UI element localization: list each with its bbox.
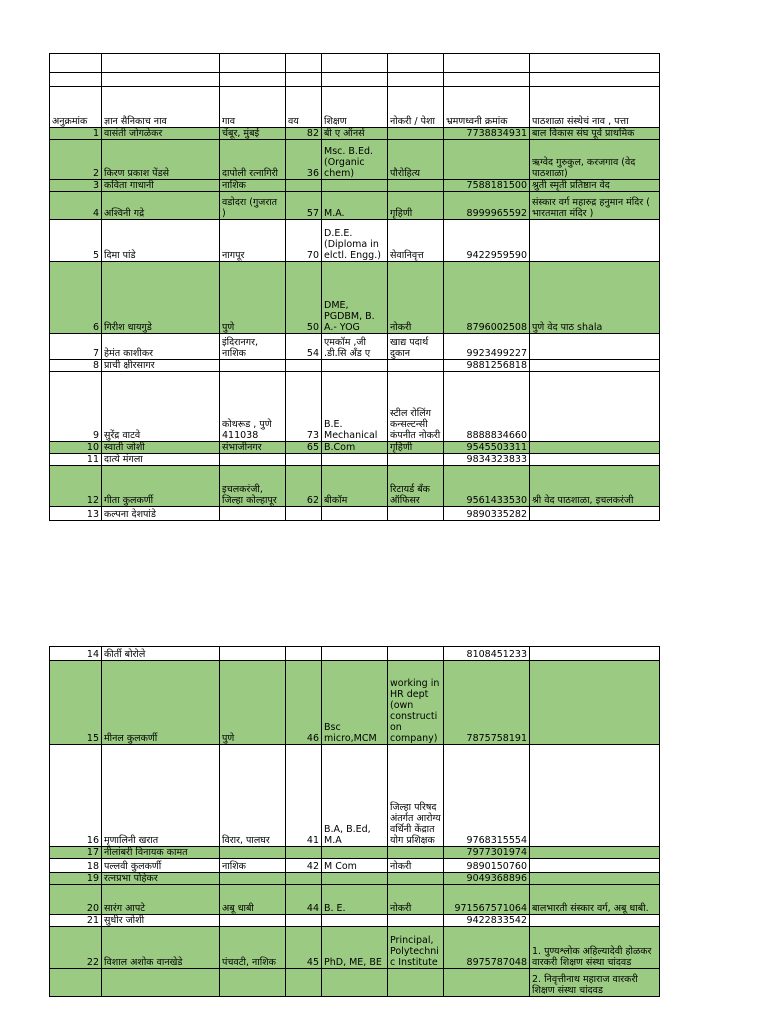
member-mobile: 9834323833 (444, 454, 530, 466)
member-sr (50, 969, 102, 997)
member-name (102, 969, 220, 997)
member-school: 2. निवृत्तीनाथ महाराज वारकरी शिक्षण संस्था चांदवड (530, 969, 660, 997)
member-education (322, 969, 388, 997)
member-age: 54 (286, 334, 322, 360)
member-village: नाशिक (220, 180, 286, 192)
member-mobile: 7738834931 (444, 128, 530, 140)
member-village: नाशिक (220, 859, 286, 873)
member-mobile (444, 140, 530, 180)
member-job: रिटायर्ड बँक ऑफिसर (388, 466, 444, 507)
member-village (220, 873, 286, 885)
member-job (388, 847, 444, 859)
member-education: D.E.E.(Diploma in elctl. Engg.) (322, 220, 388, 262)
member-age (286, 647, 322, 661)
member-village (220, 454, 286, 466)
member-mobile: 9422833542 (444, 915, 530, 927)
member-job: नोकरी (388, 262, 444, 334)
blank-row (50, 73, 660, 87)
member-age (286, 180, 322, 192)
member-mobile: 9422959590 (444, 220, 530, 262)
table-row (50, 454, 660, 466)
member-sr: 10 (50, 442, 102, 454)
member-age: 70 (286, 220, 322, 262)
member-education: PhD, ME, BE (322, 927, 388, 969)
member-name: गिरीश धायगुडे (102, 262, 220, 334)
member-mobile: 9049368896 (444, 873, 530, 885)
member-education: B. E. (322, 885, 388, 915)
member-mobile: 9545503311 (444, 442, 530, 454)
member-village: पुणे (220, 262, 286, 334)
member-job: सेवानिवृत्त (388, 220, 444, 262)
member-education (322, 873, 388, 885)
member-mobile: 9881256818 (444, 360, 530, 372)
member-sr: 13 (50, 507, 102, 521)
members-table-2 (49, 646, 660, 997)
member-school (530, 360, 660, 372)
header-row (50, 87, 660, 128)
member-name: हेमंत काशीकर (102, 334, 220, 360)
table-row (50, 372, 660, 442)
member-job: नोकरी (388, 885, 444, 915)
header-age: वय (286, 87, 322, 128)
member-mobile (444, 969, 530, 997)
member-name: कीर्ती बोरोले (102, 647, 220, 661)
member-age: 42 (286, 859, 322, 873)
member-job (388, 915, 444, 927)
member-age: 73 (286, 372, 322, 442)
member-mobile: 9561433530 (444, 466, 530, 507)
member-name: सारंग आपटे (102, 885, 220, 915)
member-village: पंचवटी, नाशिक (220, 927, 286, 969)
member-name: पल्लवी कुलकर्णी (102, 859, 220, 873)
member-job: नोकरी (388, 859, 444, 873)
member-sr: 14 (50, 647, 102, 661)
member-age: 57 (286, 192, 322, 220)
member-mobile: 8796002508 (444, 262, 530, 334)
member-village: इचलकरंजी, जिल्हा कोल्हापूर (220, 466, 286, 507)
member-education: M Com (322, 859, 388, 873)
member-education: बी ए ऑनर्स (322, 128, 388, 140)
member-sr: 19 (50, 873, 102, 885)
member-age (286, 454, 322, 466)
member-age: 41 (286, 745, 322, 847)
member-name: सुधीर जोशी (102, 915, 220, 927)
member-village: कोथरूड , पुणे 411038 (220, 372, 286, 442)
table-row (50, 360, 660, 372)
member-sr: 18 (50, 859, 102, 873)
member-village (220, 969, 286, 997)
member-mobile: 8108451233 (444, 647, 530, 661)
table-row (50, 969, 660, 997)
member-mobile: 9923499227 (444, 334, 530, 360)
member-school: बालभारती संस्कार वर्ग, अबू धाबी. (530, 885, 660, 915)
table-row (50, 873, 660, 885)
member-mobile: 971567571064 (444, 885, 530, 915)
member-village: पुणे (220, 661, 286, 745)
members-table-1 (49, 53, 660, 521)
member-job: Principal, Polytechnic Institute (388, 927, 444, 969)
member-name: दात्ये मंगला (102, 454, 220, 466)
member-name: किरण प्रकाश पेंडसे (102, 140, 220, 180)
member-age (286, 969, 322, 997)
member-sr: 3 (50, 180, 102, 192)
member-name: नीलांबरी विनायक कामत (102, 847, 220, 859)
table-row (50, 192, 660, 220)
header-mobile: भ्रमणध्वनी क्रमांक (444, 87, 530, 128)
member-job (388, 969, 444, 997)
member-sr: 16 (50, 745, 102, 847)
member-school (530, 847, 660, 859)
member-job (388, 128, 444, 140)
member-age: 50 (286, 262, 322, 334)
member-school (530, 873, 660, 885)
member-education (322, 507, 388, 521)
member-name: मीनल कुलकर्णी (102, 661, 220, 745)
table-row (50, 180, 660, 192)
header-education: शिक्षण (322, 87, 388, 128)
member-mobile: 8999965592 (444, 192, 530, 220)
member-job: स्टील रोलिंग कन्सल्टन्सी कंपनीत नोकरी (388, 372, 444, 442)
member-school (530, 372, 660, 442)
member-sr: 17 (50, 847, 102, 859)
member-school (530, 745, 660, 847)
member-sr: 6 (50, 262, 102, 334)
member-education: DME, PGDBM, B. A.- YOG (322, 262, 388, 334)
member-sr: 5 (50, 220, 102, 262)
member-mobile: 9890150760 (444, 859, 530, 873)
member-mobile: 7875758191 (444, 661, 530, 745)
member-name: विशाल अशोक वानखेडे (102, 927, 220, 969)
member-school (530, 507, 660, 521)
member-village (220, 360, 286, 372)
member-job (388, 180, 444, 192)
header-village: गाव (220, 87, 286, 128)
member-school (530, 442, 660, 454)
member-age (286, 847, 322, 859)
member-education: Msc. B.Ed. (Organic chem) (322, 140, 388, 180)
member-school (530, 647, 660, 661)
member-school: बाल विकास संघ पूर्व प्राथमिक (530, 128, 660, 140)
member-age: 82 (286, 128, 322, 140)
table-row (50, 140, 660, 180)
member-sr: 7 (50, 334, 102, 360)
member-school (530, 661, 660, 745)
member-age: 46 (286, 661, 322, 745)
member-job: गृहिणी (388, 192, 444, 220)
member-education (322, 647, 388, 661)
member-job (388, 507, 444, 521)
member-sr: 20 (50, 885, 102, 915)
member-job: जिल्हा परिषद अंतर्गत आरोग्य वर्धिनी केंद्रात योग प्रशिक्षक (388, 745, 444, 847)
member-school (530, 859, 660, 873)
member-name: वासंती जोगळेकर (102, 128, 220, 140)
member-village (220, 847, 286, 859)
table-row (50, 507, 660, 521)
member-school (530, 915, 660, 927)
member-mobile: 9768315554 (444, 745, 530, 847)
member-mobile: 9890335282 (444, 507, 530, 521)
header-sr: अनुक्रमांक (50, 87, 102, 128)
member-education (322, 360, 388, 372)
table-row (50, 647, 660, 661)
member-age (286, 360, 322, 372)
table-row (50, 915, 660, 927)
member-village (220, 507, 286, 521)
table-row (50, 262, 660, 334)
member-mobile: 8888834660 (444, 372, 530, 442)
table-row (50, 745, 660, 847)
member-name: दिमा पांडे (102, 220, 220, 262)
table-row (50, 859, 660, 873)
member-name: कविता गाधानी (102, 180, 220, 192)
member-education: Bsc micro,MCM (322, 661, 388, 745)
table-row (50, 847, 660, 859)
member-education: B.E. Mechanical (322, 372, 388, 442)
member-job: खाद्य पदार्थ दुकान (388, 334, 444, 360)
member-mobile: 7588181500 (444, 180, 530, 192)
member-sr: 21 (50, 915, 102, 927)
member-sr: 8 (50, 360, 102, 372)
member-school (530, 220, 660, 262)
member-age (286, 507, 322, 521)
member-sr: 2 (50, 140, 102, 180)
member-education: B.Com (322, 442, 388, 454)
member-name: प्राची क्षीरसागर (102, 360, 220, 372)
member-name: गीता कुलकर्णी (102, 466, 220, 507)
table-row (50, 334, 660, 360)
table-row (50, 128, 660, 140)
member-education: एमकॉम ,जी .डी.सि अँड ए (322, 334, 388, 360)
member-sr: 15 (50, 661, 102, 745)
member-school: 1. पुण्यश्लोक अहिल्यादेवी होळकर वारकरी शिक्षण संस्था चांदवड (530, 927, 660, 969)
member-age: 44 (286, 885, 322, 915)
member-sr: 9 (50, 372, 102, 442)
member-sr: 4 (50, 192, 102, 220)
member-school: श्री वेद पाठशाळा, इचलकरंजी (530, 466, 660, 507)
member-mobile: 7977301974 (444, 847, 530, 859)
member-education: बीकॉम (322, 466, 388, 507)
member-village (220, 647, 286, 661)
member-village: अबू धाबी (220, 885, 286, 915)
member-name: स्वाती जोशी (102, 442, 220, 454)
table-row (50, 661, 660, 745)
member-school (530, 334, 660, 360)
member-school (530, 454, 660, 466)
title-row (50, 54, 660, 73)
member-name: कल्पना देशपांडे (102, 507, 220, 521)
member-village: इंदिरानगर, नाशिक (220, 334, 286, 360)
member-school: श्रुती स्मृती प्रतिष्ठान वेद (530, 180, 660, 192)
member-education (322, 847, 388, 859)
member-village: वडोदरा (गुजरात ) (220, 192, 286, 220)
member-age (286, 915, 322, 927)
member-education (322, 180, 388, 192)
member-job (388, 647, 444, 661)
member-age: 36 (286, 140, 322, 180)
member-education: M.A. (322, 192, 388, 220)
member-education: B.A, B.Ed, M.A (322, 745, 388, 847)
member-education (322, 454, 388, 466)
member-job (388, 360, 444, 372)
header-job: नोकरी / पेशा (388, 87, 444, 128)
member-village: नागपूर (220, 220, 286, 262)
member-age: 62 (286, 466, 322, 507)
header-school: पाठशाळा संस्थेचं नाव , पत्ता (530, 87, 660, 128)
member-job: गृहिणी (388, 442, 444, 454)
member-job (388, 454, 444, 466)
member-school: पुणे वेद पाठ shala (530, 262, 660, 334)
member-job (388, 873, 444, 885)
member-name: रत्नप्रभा पोहेकर (102, 873, 220, 885)
member-sr: 11 (50, 454, 102, 466)
member-sr: 1 (50, 128, 102, 140)
member-education (322, 915, 388, 927)
member-sr: 22 (50, 927, 102, 969)
member-village: चेंबूर, मुंबई (220, 128, 286, 140)
member-name: अश्विनी गद्रे (102, 192, 220, 220)
table-row (50, 466, 660, 507)
header-name: ज्ञान सैनिकाच नाव (102, 87, 220, 128)
member-school: संस्कार वर्ग महारुद्र हनुमान मंदिर ( भारतमाता मंदिर ) (530, 192, 660, 220)
member-job: पौरोहित्य (388, 140, 444, 180)
member-village: संभाजीनगर (220, 442, 286, 454)
member-school: ऋग्वेद गुरुकुल, करजगाव (वेद पाठशाळा) (530, 140, 660, 180)
member-age (286, 873, 322, 885)
table-row (50, 220, 660, 262)
member-name: सुरेंद्र वाटवे (102, 372, 220, 442)
member-job: working in HR dept (own construction company) (388, 661, 444, 745)
member-mobile: 8975787048 (444, 927, 530, 969)
member-village: दापोली रत्नागिरी (220, 140, 286, 180)
table-row (50, 927, 660, 969)
member-village: विरार, पालघर (220, 745, 286, 847)
table-row (50, 442, 660, 454)
member-age: 65 (286, 442, 322, 454)
table-row (50, 885, 660, 915)
member-name: मृणालिनी खरात (102, 745, 220, 847)
member-village (220, 915, 286, 927)
member-age: 45 (286, 927, 322, 969)
member-sr: 12 (50, 466, 102, 507)
